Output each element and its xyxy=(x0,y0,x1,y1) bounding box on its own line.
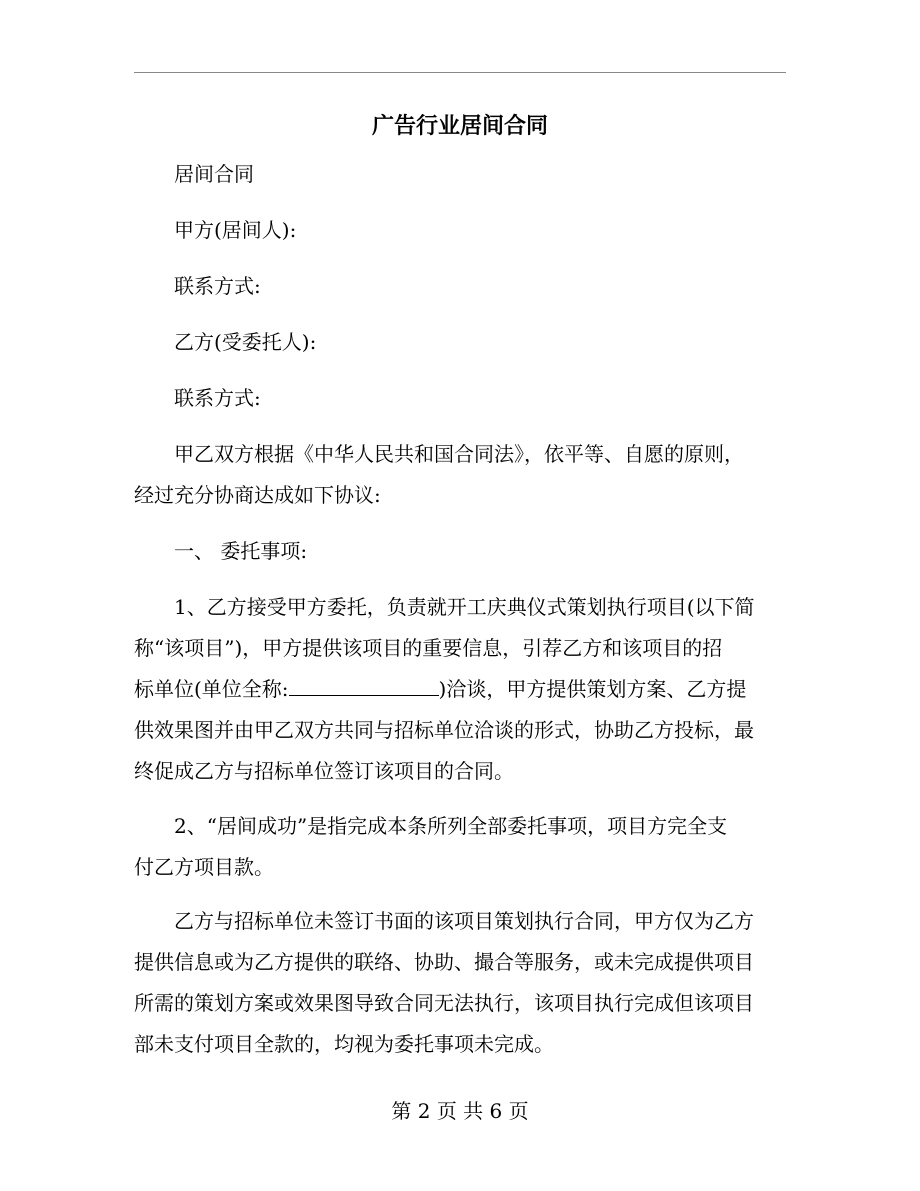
text-span: 标单位(单位全称: xyxy=(134,677,289,701)
page-footer: 第 2 页 共 6 页 xyxy=(391,1099,529,1123)
header-rule xyxy=(134,72,786,73)
party-b-label: 乙方(受委托人): xyxy=(174,330,317,354)
paragraph-line: 2、“居间成功”是指完成本条所列全部委托事项，项目方完全支 xyxy=(174,814,728,838)
paragraph-line: 供效果图并由甲乙双方共同与招标单位洽谈的形式，协助乙方投标，最 xyxy=(134,718,754,742)
doc-heading-line: 居间合同 xyxy=(174,162,254,186)
paragraph-line: 经过充分协商达成如下协议: xyxy=(134,483,381,507)
party-a-label: 甲方(居间人): xyxy=(174,218,297,242)
paragraph-line xyxy=(134,674,746,704)
document-title: 广告行业居间合同 xyxy=(371,113,548,139)
party-a-contact-label: 联系方式: xyxy=(174,274,261,298)
paragraph-line: 付乙方项目款。 xyxy=(134,855,274,879)
paragraph-line: 终促成乙方与招标单位签订该项目的合同。 xyxy=(134,759,514,783)
paragraph-line: 甲乙双方根据《中华人民共和国合同法》，依平等、自愿的原则， xyxy=(174,442,744,466)
paragraph-line: 提供信息或为乙方提供的联络、协助、撮合等服务，或未完成提供项目 xyxy=(134,950,754,974)
paragraph-line: 部未支付项目全款的，均视为委托事项未完成。 xyxy=(134,1032,554,1056)
section-heading: 一、 委托事项: xyxy=(174,539,308,563)
party-b-contact-label: 联系方式: xyxy=(174,386,261,410)
paragraph-line: 1、乙方接受甲方委托，负责就开工庆典仪式策划执行项目(以下简 xyxy=(174,595,755,619)
text-span: )洽谈，甲方提供策划方案、乙方提 xyxy=(438,677,747,701)
paragraph-line: 乙方与招标单位未签订书面的该项目策划执行合同，甲方仅为乙方 xyxy=(174,909,754,933)
paragraph-line: 称“该项目”)，甲方提供该项目的重要信息，引荐乙方和该项目的招 xyxy=(134,636,723,660)
fill-in-blank xyxy=(289,675,439,696)
paragraph-line: 所需的策划方案或效果图导致合同无法执行，该项目执行完成但该项目 xyxy=(134,991,754,1015)
